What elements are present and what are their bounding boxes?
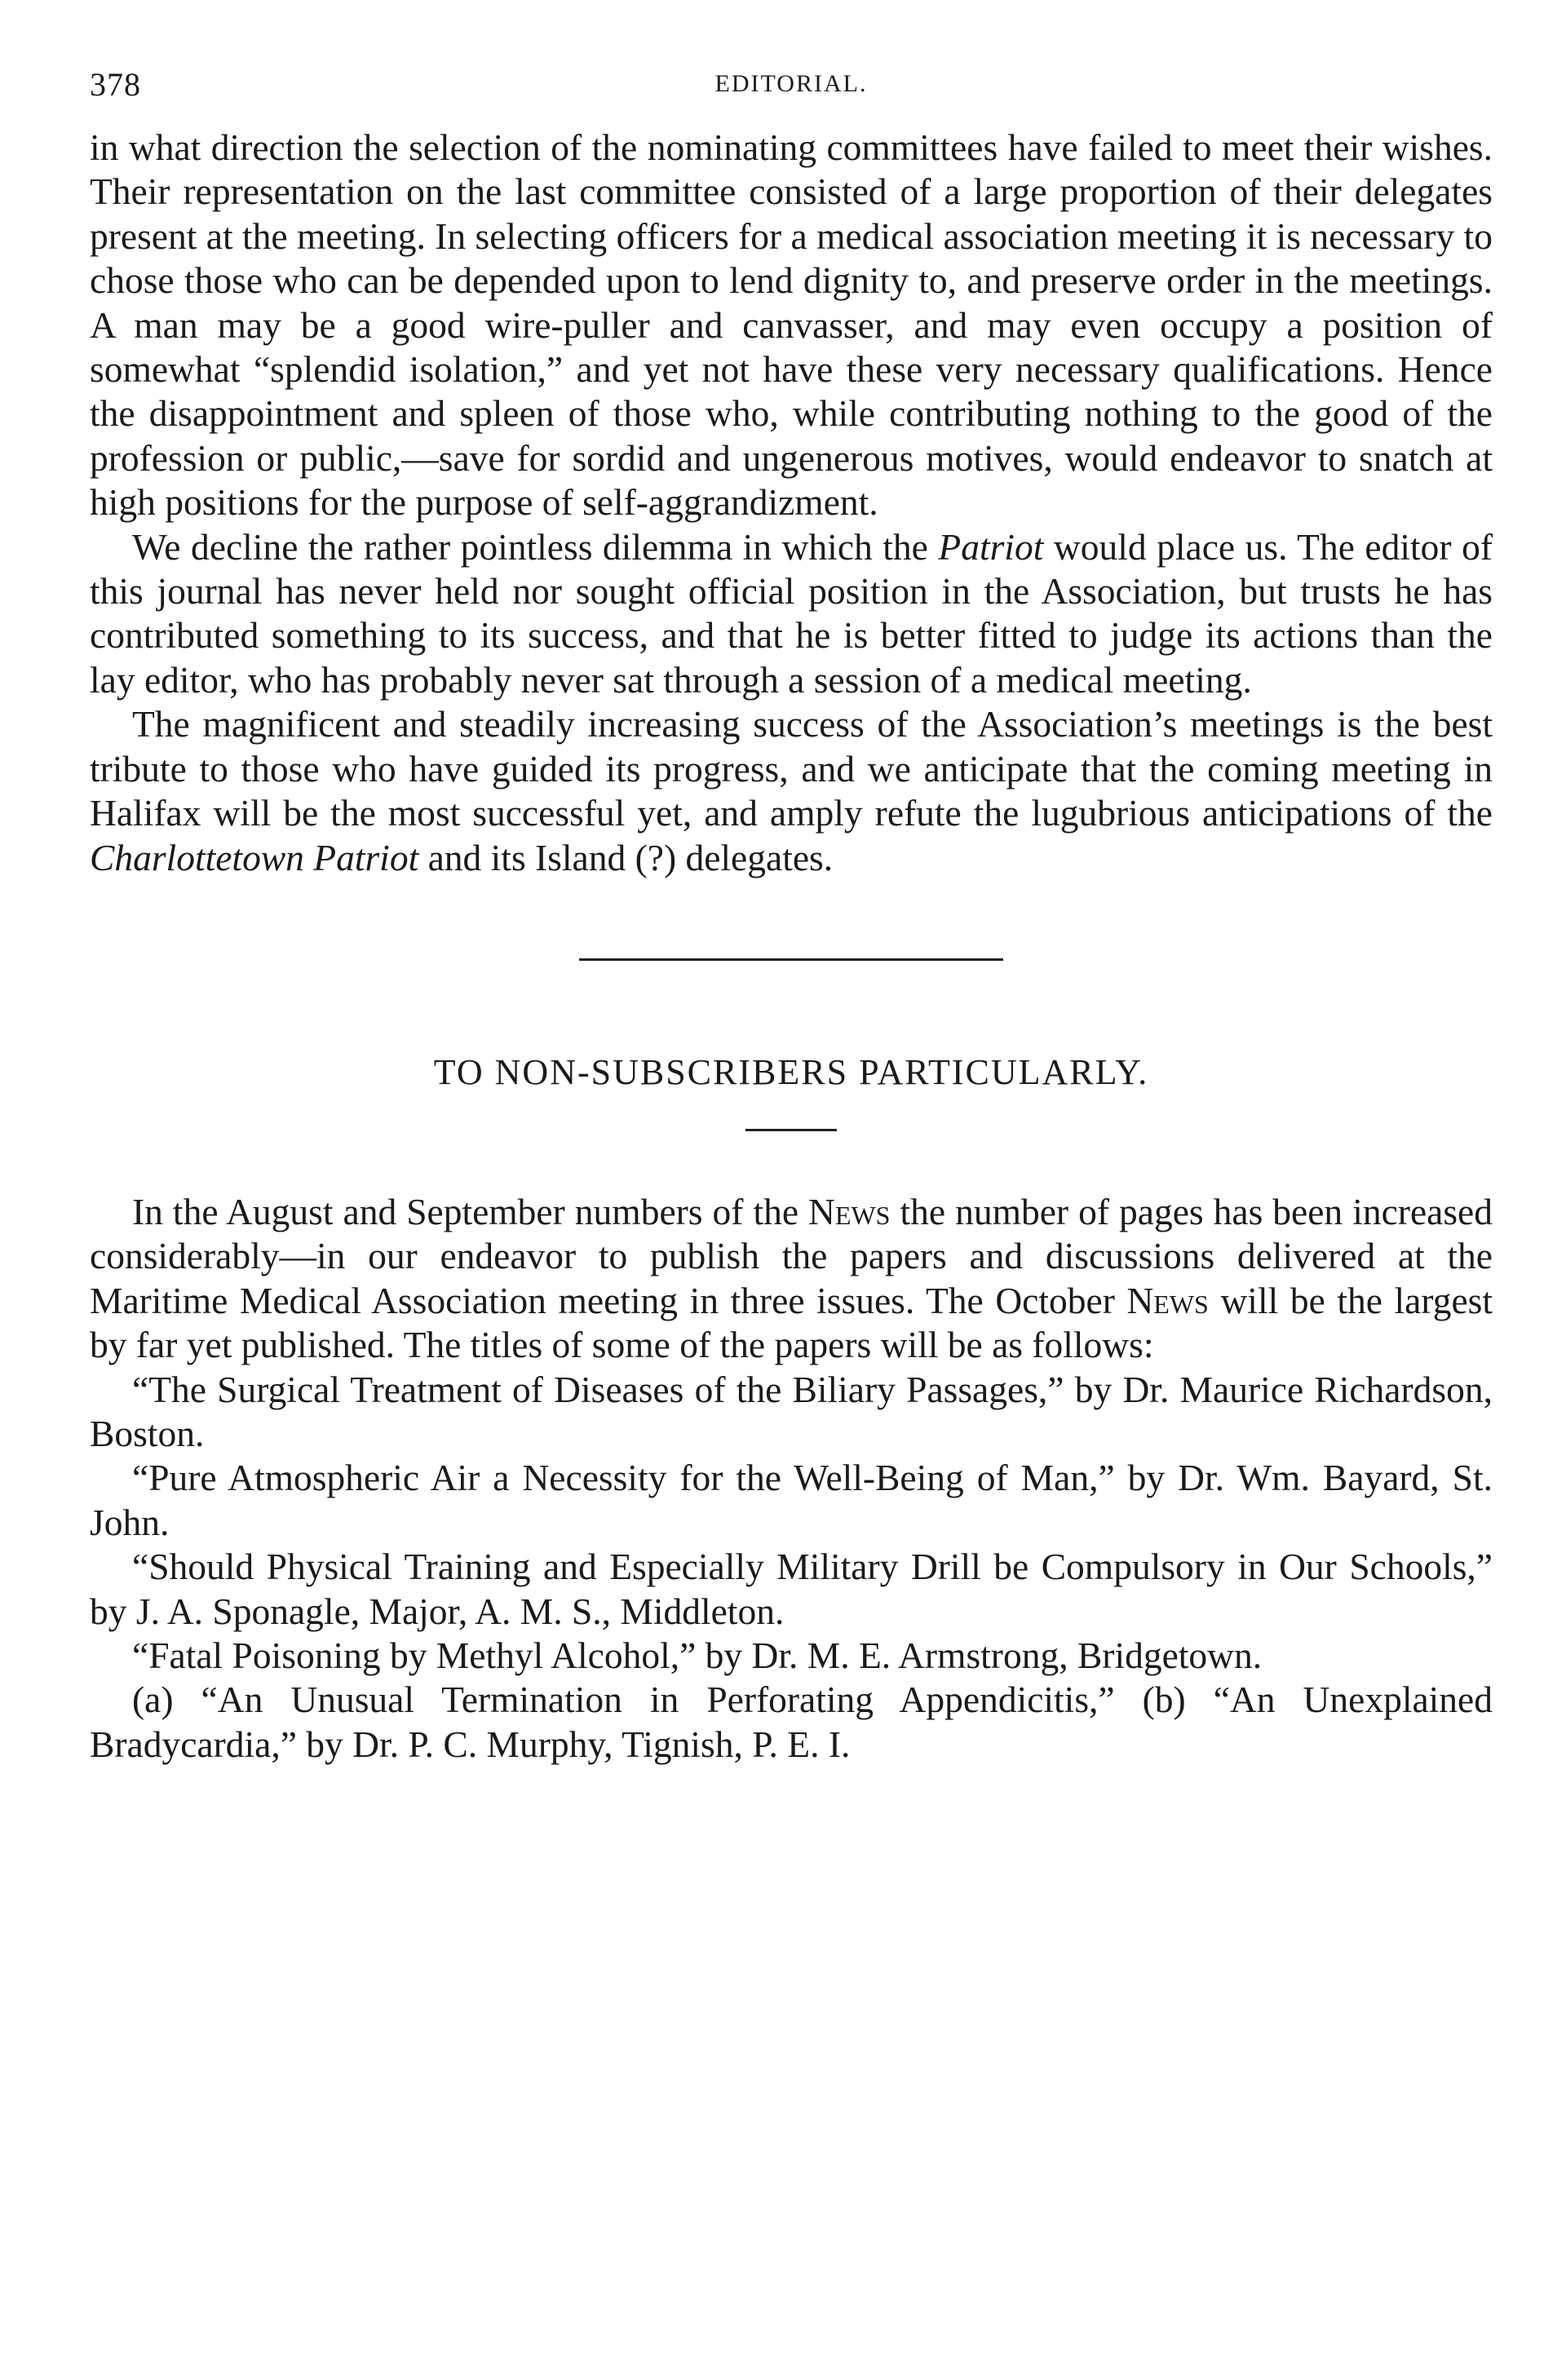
journal-name: News	[808, 1190, 891, 1232]
page-number: 378	[90, 66, 141, 103]
editorial-paragraph-2	[90, 525, 1493, 703]
section-divider-rule	[579, 958, 1003, 961]
editorial-paragraph-3	[90, 702, 1493, 880]
paper-title-item: “The Surgical Treatment of Diseases of the Biliary Passages,” by Dr. Maurice Richardson, Boston.	[90, 1368, 1493, 1454]
paragraph-text: In the August and September numbers of the	[132, 1190, 809, 1232]
paper-title-item: “Pure Atmospheric Air a Necessity for the Well-Being of Man,” by Dr. Wm. Bayard, St. John.	[90, 1457, 1493, 1543]
journal-page	[90, 65, 1493, 1767]
paragraph-text: The magnificent and steadily increasing success of the Association’s meetings is the best tribute to those who have guided its progress, and we anticipate that the coming meeting in Halifax will be the most successful yet, and amply refute the lugubrious anticipations of the	[90, 703, 1493, 834]
paragraph-text: the number of pages has been increased considerably—in our endeavor to publish the papers and discussions delivered at the Maritime Medical Association meeting in three issues. The October	[90, 1190, 1493, 1321]
paragraph-text: We decline the rather pointless dilemma in which the	[132, 525, 939, 568]
heading-underline-rule	[745, 1129, 837, 1131]
editorial-text	[90, 126, 1493, 880]
paper-title-item: “Should Physical Training and Especially Military Drill be Compulsory in Our Schools,” by J. A. Sponagle, Major, A. M. S., Middleton.	[90, 1546, 1493, 1632]
journal-name: News	[1126, 1279, 1209, 1321]
editorial-paragraph-1: in what direction the selection of the nominating committees have failed to meet their wishes. Their representation on the last committee consisted of a large proportion of their delegates present at the meeting. In selecting officers for a medical association meeting it is necessary to chose those who can be depended upon to lend dignity to, and preserve order in the meetings. A man may be a good wire-puller and canvasser, and may even occupy a position of somewhat “splendid isolation,” and yet not have these very necessary qualifications. Hence the disappointment and spleen of those who, while contributing nothing to the good of the profession or public,—save for sordid and ungenerous motives, would endeavor to snatch at high positions for the purpose of self-aggrandizment.	[90, 126, 1493, 524]
paper-title-item: (a) “An Unusual Termination in Perforating Appendicitis,” (b) “An Unexplained Bradycardia,” by Dr. P. C. Murphy, Tignish, P. E. I.	[90, 1679, 1493, 1765]
newspaper-name: Patriot	[938, 525, 1044, 568]
section-heading: TO NON-SUBSCRIBERS PARTICULARLY.	[433, 1051, 1149, 1092]
paper-title-item: “Fatal Poisoning by Methyl Alcohol,” by Dr. M. E. Armstrong, Bridgetown.	[132, 1634, 1263, 1676]
paragraph-text: would place us. The editor of this journal has never held nor sought official position in the Association, but trusts he has contributed something to its success, and that he is better fitted to judge its actions than the lay editor, who has probably never sat through a session of a medical meeting.	[90, 525, 1493, 701]
running-head	[90, 65, 1493, 114]
paper-title-list	[90, 1368, 1493, 1767]
running-title: EDITORIAL.	[714, 70, 868, 97]
newspaper-name: Charlottetown Patriot	[90, 836, 419, 878]
paragraph-text: will be the largest by far yet published. The titles of some of the papers will be as follows:	[90, 1279, 1493, 1366]
paragraph-text: and its Island (?) delegates.	[418, 836, 834, 878]
section-text	[90, 1190, 1493, 1767]
section-intro-paragraph	[90, 1190, 1493, 1368]
